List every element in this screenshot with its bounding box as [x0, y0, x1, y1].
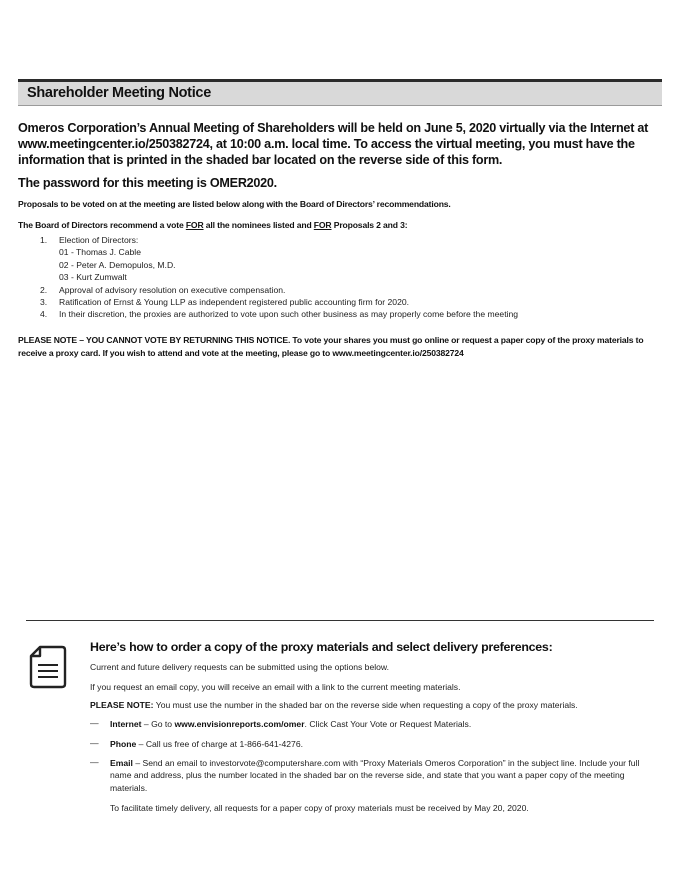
envision-link[interactable]: www.envisionreports.com/omer	[174, 719, 305, 729]
item-number: 3.	[40, 296, 48, 307]
note-text: You must use the number in the shaded bar on the reverse side when requesting a copy of the proxy materials.	[153, 700, 578, 710]
bullet-dash: —	[90, 738, 99, 748]
nominee-item	[18, 271, 658, 283]
delivery-options-text: Current and future delivery requests can be submitted using the options below.	[90, 662, 390, 672]
board-rec-for-2: FOR	[313, 220, 332, 230]
vote-notice: PLEASE NOTE – YOU CANNOT VOTE BY RETURNING THIS NOTICE. To vote your shares you must go online or request a paper copy of the proxy materials to receive a proxy card. If you wish to attend and vote at the meeting, please go to www.meetingcenter.io/250382724	[18, 335, 644, 358]
board-rec-for-1: FOR	[185, 220, 204, 230]
phone-label: Phone	[110, 739, 137, 749]
agenda-list	[18, 234, 658, 321]
note-label: PLEASE NOTE:	[90, 700, 154, 710]
list-item	[18, 284, 658, 296]
email-option	[110, 757, 655, 794]
nominee-item	[18, 259, 658, 271]
phone-text: – Call us free of charge at 1-866-641-4276.	[136, 739, 303, 749]
bullet-dash: —	[90, 718, 99, 728]
email-text: – Send an email to investorvote@computershare.com with “Proxy Materials Omeros Corporation” in the subject line. Include your full name and address, plus the number located in the shaded bar on the reverse side, and state that you want a paper copy of the meeting materials.	[110, 758, 640, 793]
nominee-name: 01 - Thomas J. Cable	[59, 247, 141, 258]
item-text: In their discretion, the proxies are authorized to vote upon such other business as may properly come before the meeting	[59, 309, 519, 320]
email-copy-text: If you request an email copy, you will receive an email with a link to the current meeting materials.	[90, 682, 461, 692]
password-line: The password for this meeting is OMER2020.	[18, 176, 277, 190]
deadline-text: To facilitate timely delivery, all requests for a paper copy of proxy materials must be received by May 20, 2020.	[110, 803, 529, 813]
internet-option	[110, 718, 655, 730]
item-number: 2.	[40, 284, 48, 295]
document-icon	[28, 645, 68, 689]
nominee-item	[18, 246, 658, 258]
proposals-note: Proposals to be voted on at the meeting are listed below along with the Board of Directors’ recommendations.	[18, 199, 451, 209]
order-note	[90, 700, 578, 710]
item-number: 4.	[40, 309, 48, 320]
list-item	[18, 296, 658, 308]
nominee-name: 02 - Peter A. Demopulos, M.D.	[59, 259, 176, 270]
item-text: Election of Directors:	[59, 235, 139, 245]
bullet-dash: —	[90, 757, 99, 767]
list-item	[18, 308, 658, 320]
board-recommendation	[18, 220, 407, 230]
email-label: Email	[110, 758, 133, 768]
board-rec-text-2: all the nominees listed and	[203, 220, 314, 230]
list-item	[18, 234, 658, 246]
board-rec-text-3: Proposals 2 and 3:	[331, 220, 408, 230]
meeting-intro: Omeros Corporation’s Annual Meeting of Shareholders will be held on June 5, 2020 virtually via the Internet at www.meetingcenter.io/250382724, at 10:00 a.m. local time. To access the virtual meeting, you must have the information that is printed in the shaded bar located on the reverse side of this form.	[18, 121, 649, 167]
order-title: Here’s how to order a copy of the proxy materials and select delivery preferences:	[90, 640, 553, 654]
board-rec-text: The Board of Directors recommend a vote	[18, 220, 186, 230]
internet-label: Internet	[110, 719, 142, 729]
item-text: Approval of advisory resolution on executive compensation.	[59, 284, 286, 295]
item-text: Ratification of Ernst & Young LLP as independent registered public accounting firm for 2020.	[59, 296, 410, 307]
nominee-name: 03 - Kurt Zumwalt	[59, 272, 127, 283]
section-divider	[26, 620, 654, 621]
internet-text-2: . Click Cast Your Vote or Request Materials.	[304, 719, 472, 729]
page-title: Shareholder Meeting Notice	[27, 85, 211, 101]
phone-option	[110, 738, 655, 750]
internet-text: – Go to	[141, 719, 175, 729]
item-number: 1.	[40, 235, 48, 245]
header-bar	[18, 82, 662, 106]
